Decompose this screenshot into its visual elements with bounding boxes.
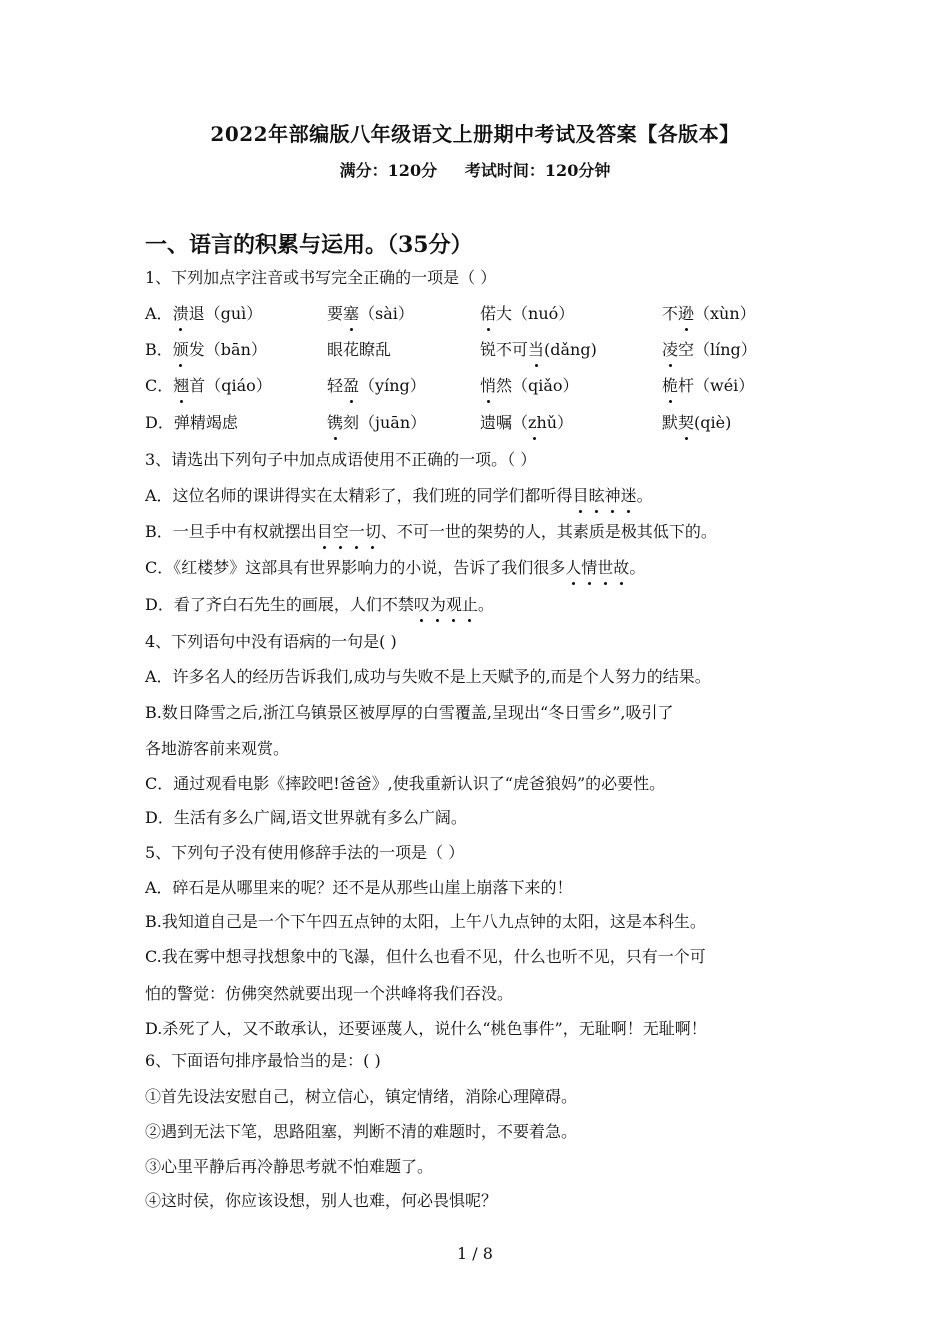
- q3-option-c: [145, 558, 645, 578]
- dotted-char: 切: [364, 522, 381, 541]
- dotted-char: 镌: [327, 413, 344, 432]
- dotted-char: 当: [528, 340, 545, 359]
- option-text: D．看了齐白石先生的画展，人们不禁: [145, 595, 414, 614]
- dotted-char: 翘: [173, 376, 190, 395]
- dotted-char: 空: [332, 522, 349, 541]
- option-text: 。: [636, 486, 653, 505]
- option-text: （yíng）: [359, 376, 426, 395]
- q5-option-d: D.杀死了人，又不敢承认，还要诬蔑人，说什么“桃色事件”，无耻啊！无耻啊！: [145, 1019, 707, 1038]
- dotted-char: 神: [604, 486, 621, 505]
- option-text: 空（líng）: [678, 340, 757, 359]
- question-3-stem: 3、请选出下列句子中加点成语使用不正确的一项。（ ）: [145, 450, 537, 469]
- option-text: 杆（wéi）: [678, 376, 755, 395]
- dotted-char: 塞: [343, 304, 360, 323]
- option-text: C．《红楼梦》这部具有世界影响力的小说，告诉了我们很多: [145, 558, 566, 577]
- dotted-char: 世: [597, 558, 614, 577]
- dotted-char: 偌: [480, 304, 497, 323]
- dotted-char: 颁: [172, 340, 189, 359]
- dotted-char: 为: [429, 595, 446, 614]
- q4-option-b-cont: 各地游客前来观赏。: [145, 739, 290, 758]
- q5-option-c-cont: 怕的警觉：仿佛突然就要出现一个洪峰将我们吞没。: [145, 984, 514, 1003]
- option-text: (dǎng): [544, 340, 597, 359]
- option-text: 要: [327, 304, 344, 323]
- dotted-char: 目: [316, 522, 333, 541]
- dotted-char: 盈: [343, 376, 360, 395]
- option-text: 默: [662, 413, 679, 432]
- dotted-char: 一: [348, 522, 365, 541]
- option-text: B．一旦手中有权就摆出: [145, 522, 317, 541]
- question-1-stem: 1、下列加点字注音或书写完全正确的一项是（ ）: [145, 268, 497, 287]
- dotted-char: 故: [613, 558, 630, 577]
- q6-sentence-1: ①首先设法安慰自己，树立信心，镇定情绪，消除心理障碍。: [145, 1087, 578, 1106]
- option-text: 锐不可: [480, 340, 529, 359]
- option-text: （sài）: [359, 304, 414, 323]
- option-text: 、不可一世的架势的人，其素质是极其低下的。: [380, 522, 717, 541]
- q3-option-d: [145, 595, 494, 615]
- q6-sentence-4: ④这时侯，你应该设想，别人也难，何必畏惧呢？: [145, 1191, 498, 1210]
- q5-option-c: C.我在雾中想寻找想象中的飞瀑，但什么也看不见，什么也听不见，只有一个可: [145, 947, 706, 966]
- q5-option-a: A．碎石是从哪里来的呢？还不是从那些山崖上崩落下来的！: [145, 878, 573, 897]
- option-letter: B．: [145, 340, 173, 359]
- question-6-stem: 6、下面语句排序最恰当的是：( ): [145, 1051, 381, 1070]
- q1-option-a: [145, 304, 825, 326]
- option-text: 刻（juān）: [343, 413, 427, 432]
- option-text: 首（qiáo）: [189, 376, 272, 395]
- dotted-char: 迷: [620, 486, 637, 505]
- dotted-char: 契: [678, 413, 695, 432]
- page-title: 2022年部编版八年级语文上册期中考试及答案【各版本】: [210, 122, 740, 146]
- question-4-stem: 4、下列语句中没有语病的一句是( ): [145, 632, 397, 651]
- option-letter: D．: [145, 413, 174, 432]
- option-letter: A．: [145, 304, 173, 323]
- q3-option-a: [145, 486, 653, 506]
- q6-sentence-2: ②遇到无法下笔，思路阻塞，判断不清的难题时，不要着急。: [145, 1122, 578, 1141]
- dotted-char: 目: [572, 486, 589, 505]
- dotted-char: 止: [461, 595, 478, 614]
- option-text: 轻: [327, 376, 344, 395]
- option-text: A．这位名师的课讲得实在太精彩了，我们班的同学们都听得: [145, 486, 573, 505]
- option-text: 大（nuó）: [496, 304, 575, 323]
- q5-option-b: B.我知道自己是一个下午四五点钟的太阳，上午八九点钟的太阳，这是本科生。: [145, 912, 706, 931]
- option-text: 不: [662, 304, 679, 323]
- option-text: 发（bān）: [188, 340, 267, 359]
- option-text: （xùn）: [694, 304, 756, 323]
- dotted-char: 观: [445, 595, 462, 614]
- q4-option-b: B.数日降雪之后,浙江乌镇景区被厚厚的白雪覆盖,呈现出“冬日雪乡”,吸引了: [145, 703, 674, 722]
- dotted-char: 眩: [588, 486, 605, 505]
- option-text: 遗: [480, 413, 497, 432]
- dotted-char: 叹: [413, 595, 430, 614]
- dotted-char: 嘱（zhǔ）: [496, 413, 574, 432]
- option-text: 眼花瞭乱: [327, 340, 392, 359]
- dotted-char: 桅: [662, 376, 679, 395]
- option-text: 然（qiǎo）: [496, 376, 579, 395]
- dotted-char: 悄: [480, 376, 497, 395]
- exam-info: 满分：120分 考试时间：120分钟: [339, 161, 611, 180]
- option-text: 弹精竭虑: [173, 413, 238, 432]
- option-text: 。: [477, 595, 494, 614]
- dotted-char: 凌: [662, 340, 679, 359]
- dotted-char: 逊: [678, 304, 695, 323]
- section-heading: 一、语言的积累与运用。（35分）: [145, 232, 473, 258]
- q1-option-c: [145, 376, 825, 398]
- q3-option-b: [145, 522, 717, 542]
- dotted-char: 人: [565, 558, 582, 577]
- option-text: (qiè): [694, 413, 732, 432]
- dotted-char: 溃: [172, 304, 189, 323]
- dotted-char: 情: [581, 558, 598, 577]
- q4-option-a: A．许多名人的经历告诉我们,成功与失败不是上天赋予的,而是个人努力的结果。: [145, 667, 711, 686]
- page-number: 1 / 8: [457, 1244, 493, 1263]
- q6-sentence-3: ③心里平静后再冷静思考就不怕难题了。: [145, 1157, 434, 1176]
- q1-option-d: [145, 413, 825, 435]
- q1-option-b: [145, 340, 825, 362]
- q4-option-c: C．通过观看电影《摔跤吧!爸爸》,使我重新认识了“虎爸狼妈”的必要性。: [145, 774, 666, 793]
- option-letter: C．: [145, 376, 174, 395]
- question-5-stem: 5、下列句子没有使用修辞手法的一项是（ ）: [145, 843, 465, 862]
- q4-option-d: D．生活有多么广阔,语文世界就有多么广阔。: [145, 808, 467, 827]
- option-text: 。: [629, 558, 646, 577]
- option-text: 退（guì）: [188, 304, 263, 323]
